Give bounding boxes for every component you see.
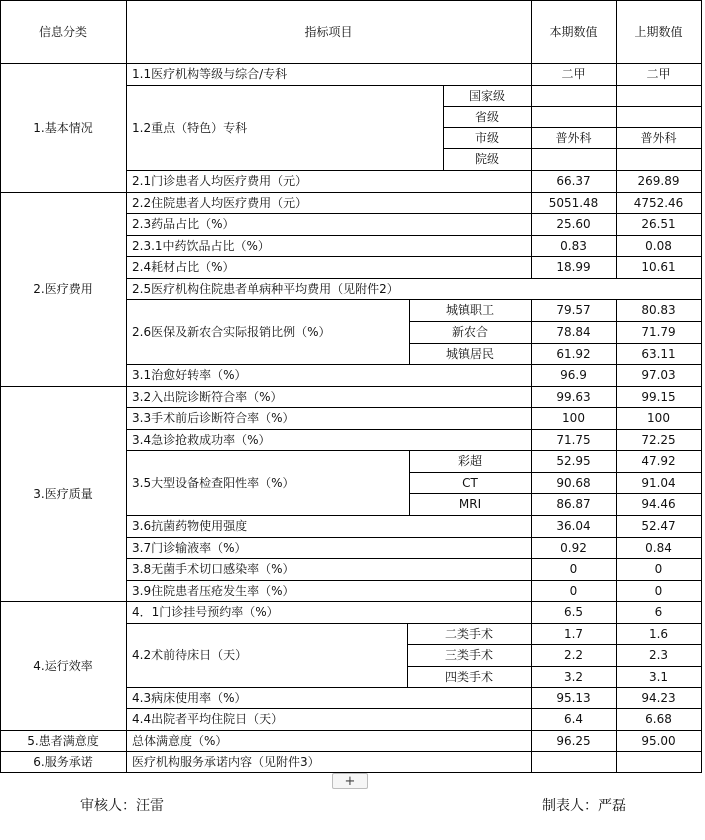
- previous-value: 普外科: [640, 130, 677, 145]
- indicator-item: 2.3药品占比（%）: [132, 217, 235, 231]
- previous-value: 100: [647, 411, 670, 425]
- sub-item-label: 省级: [474, 109, 499, 124]
- current-value: 96.9: [560, 368, 587, 382]
- current-value: 0: [569, 562, 578, 576]
- column-header: 本期数值: [549, 24, 598, 39]
- previous-value: 94.23: [641, 690, 676, 705]
- indicator-item: 总体满意度（%）: [132, 733, 228, 748]
- table-rule: [616, 0, 617, 64]
- previous-value: 72.25: [641, 432, 676, 447]
- current-value: 0.92: [560, 540, 587, 555]
- indicator-item: 2.4耗材占比（%）: [132, 260, 235, 274]
- sub-item-label: 彩超: [457, 454, 482, 468]
- previous-value: 6: [654, 605, 663, 619]
- previous-value: 95.00: [641, 733, 676, 748]
- previous-value: 91.04: [641, 475, 676, 490]
- previous-value: 0.08: [645, 238, 672, 253]
- previous-value: 52.47: [641, 519, 676, 533]
- indicator-item: 3.2入出院诊断符合率（%）: [132, 389, 283, 404]
- current-value: [531, 148, 616, 170]
- indicator-item: 3.6抗菌药物使用强度: [132, 519, 248, 533]
- current-value: 5051.48: [548, 195, 599, 210]
- indicator-item: 3.4急诊抢救成功率（%）: [132, 432, 271, 447]
- current-value: [531, 106, 616, 127]
- previous-value: 0.84: [645, 540, 672, 555]
- category-cell: 4.运行效率: [33, 658, 93, 673]
- reviewer-signature: 审核人：汪雷: [80, 798, 164, 814]
- previous-value: 80.83: [641, 303, 676, 317]
- indicator-item: 3.7门诊输液率（%）: [132, 540, 247, 555]
- sub-item-label: 二类手术: [444, 626, 493, 641]
- previous-value: 1.6: [648, 626, 669, 641]
- current-value: 61.92: [556, 346, 591, 361]
- current-value: 3.2: [563, 669, 584, 684]
- indicator-item: 4．1门诊挂号预约率（%）: [132, 605, 279, 619]
- current-value: 90.68: [556, 475, 591, 490]
- indicator-item: 2.5医疗机构住院患者单病种平均费用（见附件2）: [132, 281, 399, 296]
- category-cell: 3.医疗质量: [33, 486, 93, 501]
- current-value: 100: [562, 411, 585, 425]
- current-value: 99.63: [556, 389, 591, 404]
- sub-item-label: 新农合: [451, 325, 488, 339]
- indicator-item: 3.8无菌手术切口感染率（%）: [132, 562, 295, 576]
- previous-value: [616, 148, 701, 170]
- previous-value: 63.11: [641, 346, 676, 361]
- indicator-item: 3.1治愈好转率（%）: [132, 368, 247, 382]
- indicator-item: 2.2住院患者人均医疗费用（元）: [132, 195, 308, 210]
- indicator-item: 3.5大型设备检查阳性率（%）: [132, 475, 295, 490]
- sub-item-label: 院级: [474, 152, 499, 166]
- current-value: 36.04: [556, 519, 591, 533]
- indicator-item: 4.4出院者平均住院日（天）: [132, 712, 284, 726]
- indicator-item: 4.2术前待床日（天）: [132, 648, 248, 662]
- current-value: 0: [569, 583, 578, 598]
- sub-item-label: MRI: [458, 497, 482, 511]
- previous-value: 0: [654, 583, 663, 598]
- previous-value: [616, 106, 701, 127]
- current-value: 52.95: [556, 454, 591, 468]
- previous-value: 26.51: [641, 217, 676, 231]
- table-rule: [531, 0, 532, 64]
- previous-value: [616, 85, 701, 106]
- column-header: 上期数值: [634, 24, 683, 39]
- previous-value: 97.03: [641, 368, 676, 382]
- current-value: [531, 751, 616, 772]
- sub-item-label: CT: [462, 475, 478, 490]
- previous-value: 10.61: [641, 260, 676, 274]
- current-value: 79.57: [556, 303, 591, 317]
- previous-value: 2.3: [648, 648, 669, 662]
- current-value: 71.75: [556, 432, 591, 447]
- indicator-item: 3.9住院患者压疮发生率（%）: [132, 583, 295, 598]
- current-value: 1.7: [563, 626, 584, 641]
- indicator-item: 2.6医保及新农合实际报销比例（%）: [132, 324, 331, 339]
- previous-value: 3.1: [648, 669, 669, 684]
- current-value: 0.83: [560, 238, 587, 253]
- add-row-button[interactable]: +: [332, 773, 368, 789]
- current-value: 6.5: [563, 605, 584, 619]
- current-value: 95.13: [556, 690, 591, 705]
- category-cell: 5.患者满意度: [27, 733, 99, 748]
- previous-value: 269.89: [637, 174, 680, 188]
- category-cell: 2.医疗费用: [33, 282, 93, 296]
- category-cell: 6.服务承诺: [33, 754, 93, 769]
- preparer-signature: 制表人：严磊: [542, 798, 626, 814]
- current-value: 6.4: [563, 712, 584, 726]
- indicator-item: 2.3.1中药饮品占比（%）: [132, 238, 270, 253]
- category-cell: 1.基本情况: [33, 120, 93, 135]
- current-value: 66.37: [556, 174, 591, 188]
- column-header: 信息分类: [38, 24, 87, 39]
- previous-value: 4752.46: [633, 195, 684, 210]
- previous-value: 0: [654, 562, 663, 576]
- previous-value: 二甲: [646, 67, 671, 81]
- sub-item-label: 城镇居民: [445, 346, 494, 361]
- current-value: [531, 85, 616, 106]
- previous-value: 99.15: [641, 389, 676, 404]
- table-rule: [0, 772, 127, 773]
- current-value: 18.99: [556, 260, 591, 274]
- indicator-item: 4.3病床使用率（%）: [132, 690, 247, 705]
- current-value: 二甲: [561, 67, 586, 81]
- current-value: 25.60: [556, 217, 591, 231]
- previous-value: 6.68: [645, 712, 672, 726]
- previous-value: 94.46: [641, 497, 676, 511]
- indicator-item: 2.1门诊患者人均医疗费用（元）: [132, 174, 308, 188]
- current-value: 普外科: [555, 130, 592, 145]
- previous-value: 71.79: [641, 325, 676, 339]
- indicator-item: 1.2重点（特色）专科: [132, 120, 248, 135]
- sub-item-label: 国家级: [468, 88, 505, 103]
- column-header: 指标项目: [304, 24, 353, 39]
- indicator-item: 1.1医疗机构等级与综合/专科: [132, 67, 288, 81]
- previous-value: [616, 751, 701, 772]
- current-value: 78.84: [556, 325, 591, 339]
- current-value: 86.87: [556, 497, 591, 511]
- sub-item-label: 四类手术: [444, 669, 493, 684]
- indicator-item: 医疗机构服务承诺内容（见附件3）: [132, 754, 320, 769]
- sub-item-label: 三类手术: [444, 648, 493, 662]
- sub-item-label: 城镇职工: [445, 303, 494, 317]
- indicator-item: 3.3手术前后诊断符合率（%）: [132, 411, 295, 425]
- current-value: 2.2: [563, 648, 584, 662]
- current-value: 96.25: [556, 733, 591, 748]
- previous-value: 47.92: [641, 454, 676, 468]
- sub-item-label: 市级: [474, 130, 499, 145]
